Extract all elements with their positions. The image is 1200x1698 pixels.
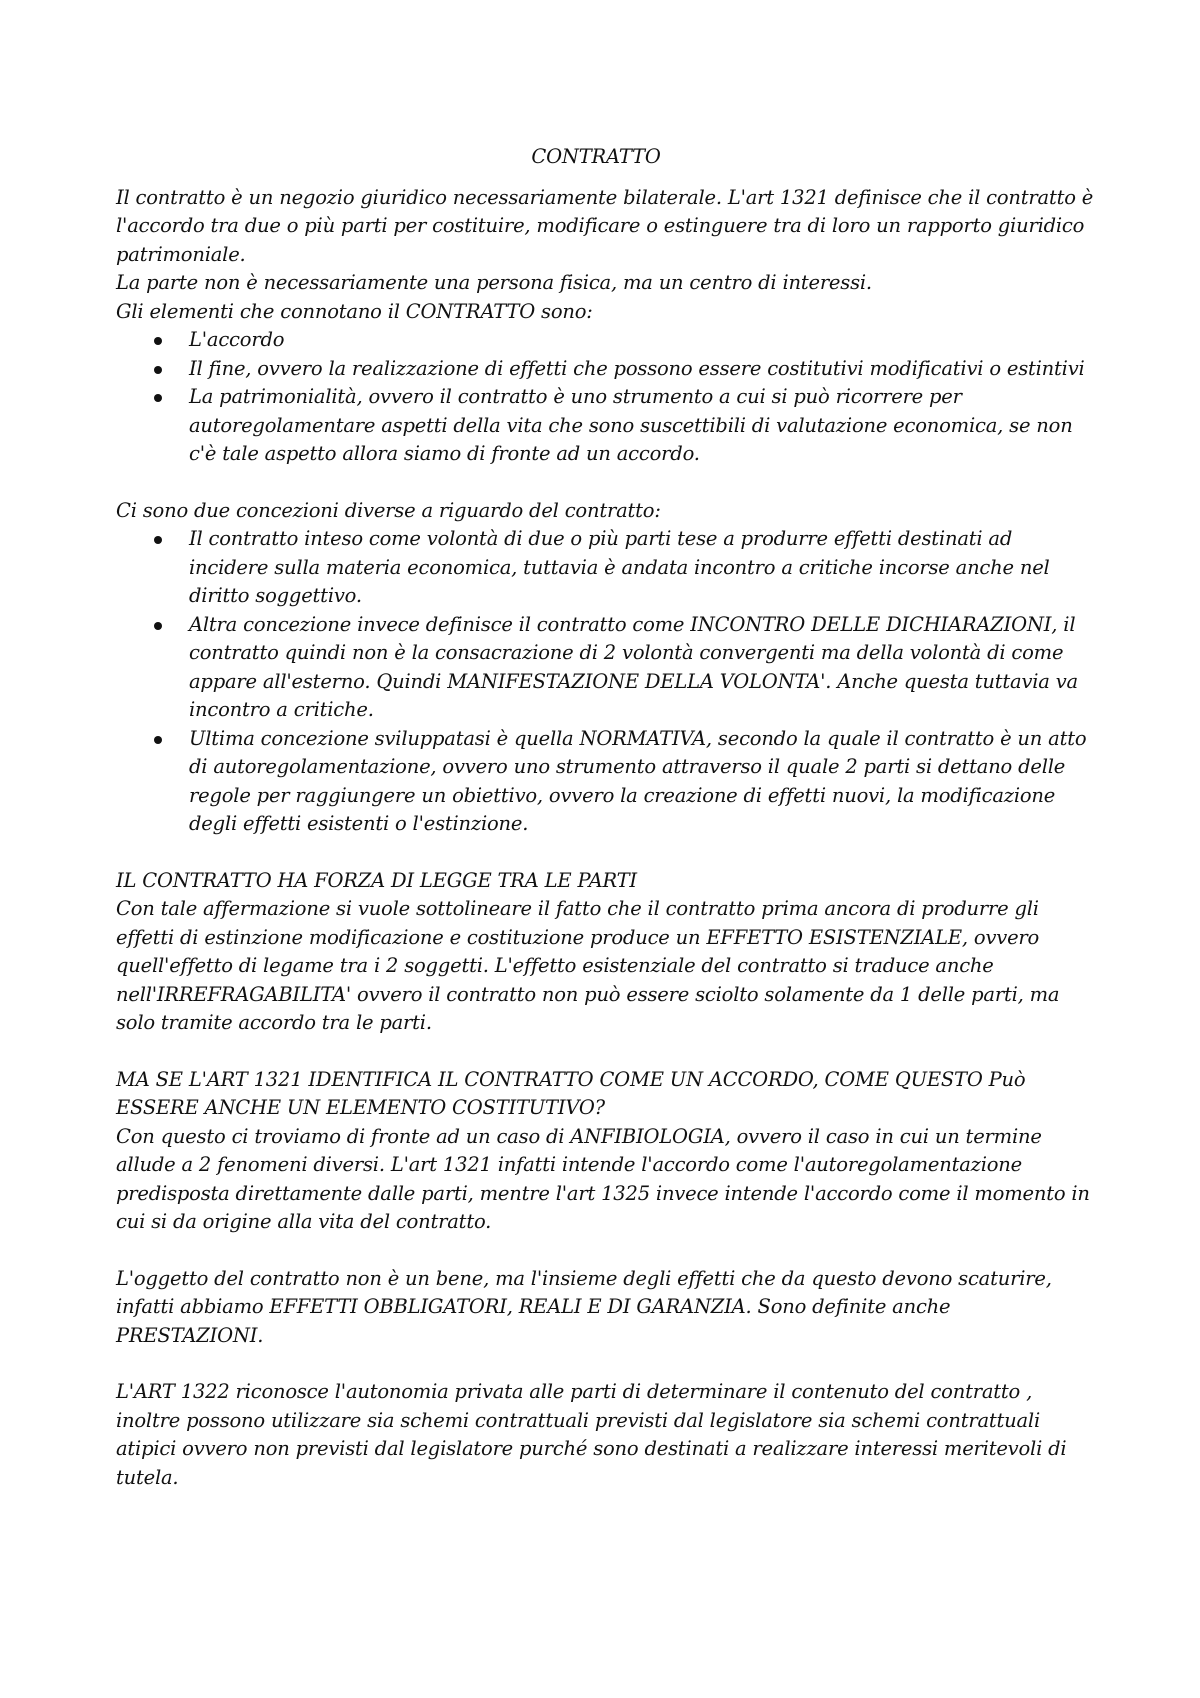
list-item-text: Altra concezione invece definisce il contratto come INCONTRO DELLE DICHIARAZIONI, il contratto quindi non è la consacrazione di 2 volontà convergenti ma della volontà di come appare all'esterno. Quindi MANIFESTAZIONE DELLA VOLONTA'. Anche questa tuttavia va incontro a critiche. (189, 612, 1078, 721)
list-item (116, 326, 1096, 355)
list-item-text: L'accordo (189, 328, 285, 351)
bullet-icon (154, 366, 162, 374)
list-item (116, 383, 1096, 469)
bullet-icon (154, 736, 162, 744)
list-item (116, 611, 1096, 725)
list-item-text: Il fine, ovvero la realizzazione di effetti che possono essere costitutivi modificativi o estintivi (189, 356, 1085, 380)
intro-paragraph: Il contratto è un negozio giuridico necessariamente bilaterale. L'art 1321 definisce che il contratto è l'accordo tra due o più parti per costituire, modificare o estinguere tra di loro un rapporto giuridico patrimoniale. (116, 185, 1094, 266)
elements-list (116, 326, 1096, 469)
bullet-icon (154, 622, 162, 630)
bullet-icon (154, 394, 162, 402)
section-paragraph: L'oggetto del contratto non è un bene, ma l'insieme degli effetti che da questo devono scaturire, infatti abbiamo EFFETTI OBBLIGATORI, REALI E DI GARANZIA. Sono definite anche PRESTAZIONI. (116, 1266, 1052, 1347)
section-paragraph: Con tale affermazione si vuole sottolineare il fatto che il contratto prima ancora di produrre gli effetti di estinzione modificazione e costituzione produce un EFFETTO ESISTENZIALE, ovvero quell'effetto di legame tra i 2 soggetti. L'effetto esistenziale del contratto si traduce anche nell'IRREFRAGABILITA' ovvero il contratto non può essere sciolto solamente da 1 delle parti, ma solo tramite accordo tra le parti. (116, 897, 1060, 1034)
document-title: CONTRATTO (531, 145, 661, 168)
paragraph-spacer (116, 469, 1096, 497)
paragraph-spacer (116, 1350, 1096, 1378)
list-item-text: Il contratto inteso come volontà di due o più parti tese a produrre effetti destinati ad incidere sulla materia economica, tuttavia è andata incontro a critiche incorse anche nel diritto soggettivo. (189, 527, 1050, 607)
section-heading: MA SE L'ART 1321 IDENTIFICA IL CONTRATTO COME UN ACCORDO, COME QUESTO Può ESSERE ANCHE UN ELEMENTO COSTITUTIVO? (116, 1067, 1026, 1119)
bullet-icon (154, 536, 162, 544)
paragraph-spacer (116, 839, 1096, 867)
intro-paragraph: Gli elementi che connotano il CONTRATTO sono: (116, 299, 593, 323)
section-paragraph: Con questo ci troviamo di fronte ad un caso di ANFIBIOLOGIA, ovvero il caso in cui un termine allude a 2 fenomeni diversi. L'art 1321 infatti intende l'accordo come l'autoregolamentazione predisposta direttamente dalle parti, mentre l'art 1325 invece intende l'accordo come il momento in cui si da origine alla vita del contratto. (116, 1124, 1090, 1233)
document-body (116, 143, 1096, 1492)
bullet-icon (154, 337, 162, 345)
section-paragraph: L'ART 1322 riconosce l'autonomia privata alle parti di determinare il contenuto del contratto , inoltre possono utilizzare sia schemi contrattuali previsti dal legislatore sia schemi contrattuali atipici ovvero non previsti dal legislatore purché sono destinati a realizzare interessi meritevoli di tutela. (116, 1380, 1067, 1489)
list-item (116, 525, 1096, 611)
concezioni-intro: Ci sono due concezioni diverse a riguardo del contratto: (116, 498, 661, 522)
list-item (116, 355, 1096, 384)
concezioni-list (116, 525, 1096, 839)
list-item (116, 725, 1096, 839)
section-heading: IL CONTRATTO HA FORZA DI LEGGE TRA LE PARTI (116, 868, 637, 892)
list-item-text: Ultima concezione sviluppatasi è quella NORMATIVA, secondo la quale il contratto è un atto di autoregolamentazione, ovvero uno strumento attraverso il quale 2 parti si dettano delle regole per raggiungere un obiettivo, ovvero la creazione di effetti nuovi, la modificazione degli effetti esistenti o l'estinzione. (189, 726, 1087, 835)
paragraph-spacer (116, 1038, 1096, 1066)
list-item-text: La patrimonialità, ovvero il contratto è uno strumento a cui si può ricorrere per autoregolamentare aspetti della vita che sono suscettibili di valutazione economica, se non c'è tale aspetto allora siamo di fronte ad un accordo. (189, 385, 1073, 465)
paragraph-spacer (116, 1237, 1096, 1265)
intro-paragraph: La parte non è necessariamente una persona fisica, ma un centro di interessi. (116, 271, 872, 294)
